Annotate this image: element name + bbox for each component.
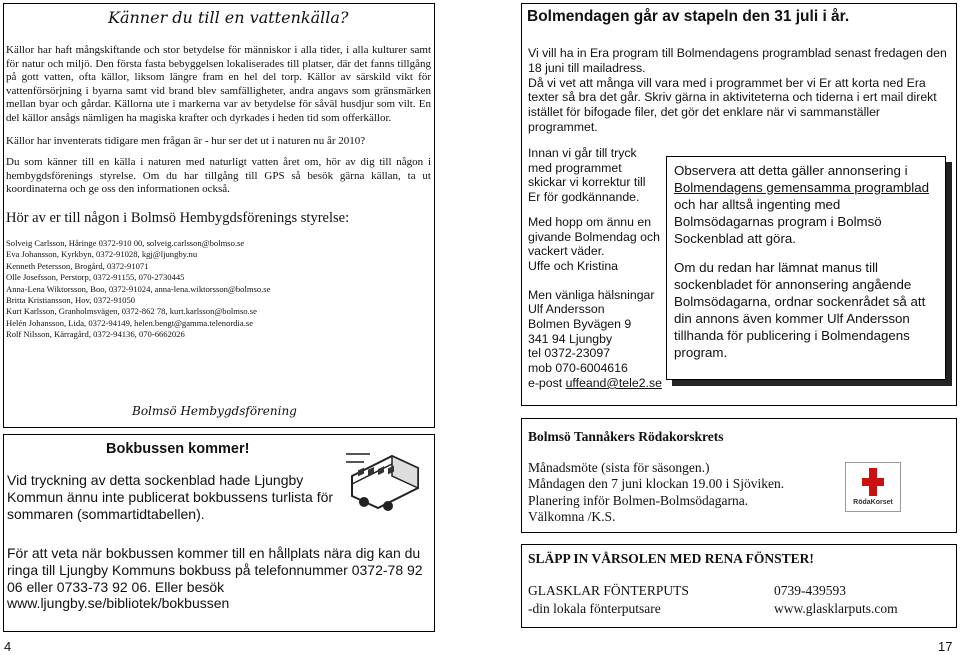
- contact-item: Rolf Nilsson, Kärragård, 0372-94136, 070-6662026: [6, 329, 185, 340]
- contact-address-2: 341 94 Ljungby: [528, 331, 613, 346]
- note-underlined-text: Bolmendagens gemensamma programblad: [674, 180, 929, 195]
- contact-mob: mob 070-6004616: [528, 361, 628, 376]
- article-paragraph-3: Du som känner till en källa i naturen med naturligt vatten året om, hör av dig till någon i hembygdsförenings styrelse. Om du har tillgång till GPS så besök gärna källan, ta ut koordinaterna och ge oss den informationen också.: [6, 156, 431, 196]
- contact-item: Britta Kristiansson, Hov, 0372-91050: [6, 294, 136, 305]
- contact-item: Kurt Karlsson, Granholmsvägen, 0372-862 78, kurt.karlsson@bolmso.se: [6, 306, 257, 317]
- bus-paragraph-1: Vid tryckning av detta sockenblad hade Ljungby Kommun ännu inte publicerat bokbussens turlista för sommaren (sommartidtabellen).: [7, 472, 334, 522]
- red-cross-body: [528, 460, 784, 525]
- red-cross-logo: [845, 462, 901, 512]
- signature: Bolmsö Hembygdsförening: [132, 404, 297, 418]
- article-paragraph-1: Källor har haft mångskiftande och stor betydelse för människor i alla tider, i alla kulturer samt för natur och miljö. Den första fasta bebyggelsen lokaliserades till platser, där det fanns tillgång på gott vatten, ofta källor, liksom längre fram en hel del torp. Källor av särskild vikt för vattenförsörjning i byarna samt vid brand blev samfälligheter, andra angavs som gränsmärken mellan byar och gårdar. Källorna ute i markerna var av betydelse för såväl husdjur som vilt. En del källor ansågs nämligen ha magiska krafter och dyrkades i heden tid som offerkällor.: [6, 44, 431, 124]
- contact-item: Anna-Lena Wiktorsson, Boo, 0372-91024, anna-lena.wiktorsson@bolmso.se: [6, 283, 271, 294]
- contact-address-1: Bolmen Byvägen 9: [528, 317, 632, 332]
- email-link[interactable]: uffeand@tele2.se: [565, 375, 662, 390]
- page-number-right: 17: [938, 639, 953, 654]
- contact-item: Solveig Carlsson, Håringe 0372-910 00, solveig.carlsson@bolmso.se: [6, 237, 245, 248]
- contact-list: [6, 238, 431, 341]
- contact-item: Helén Johansson, Lida, 0372-94149, helen.bengt@gamma.telenordia.se: [6, 317, 254, 328]
- company-website[interactable]: www.glasklarputs.com: [774, 601, 898, 616]
- company-tagline: -din lokala fönterputsare: [528, 601, 661, 616]
- note-paragraph-2: Om du redan har lämnat manus till sockenbladet för annonsering angående Bolmsödagarna, ordnar sockenrådet så att din annons även kommer Ulf Andersson tillhanda för publicering i Bolmendagens program.: [674, 260, 926, 360]
- school-bus-icon: [346, 446, 424, 516]
- article-paragraph-2: Källor har inventerats tidigare men frågan är - hur ser det ut i naturen nu år 2010?: [6, 134, 366, 147]
- greeting: Men vänliga hälsningar: [528, 287, 655, 302]
- bolmendagen-paragraph-1: Vi vill ha in Era program till Bolmendagens programblad senast fredagen den 18 juni till mailadress.: [528, 46, 947, 75]
- bus-title: Bokbussen kommer!: [106, 441, 250, 457]
- company-phone: 0739-439593: [774, 583, 846, 598]
- contact-tel: tel 0372-23097: [528, 346, 611, 361]
- note-paragraph-1: [674, 162, 940, 247]
- bolmendagen-side-column: [528, 146, 660, 391]
- company-name: GLASKLAR FÖNTERPUTS: [528, 583, 689, 598]
- page-number-left: 4: [4, 639, 12, 654]
- red-cross-line: Planering inför Bolmen-Bolmsödagarna.: [528, 492, 749, 508]
- side-paragraph-3: Uffe och Kristina: [528, 258, 618, 273]
- note-text: Observera att detta gäller annonsering i: [674, 163, 908, 178]
- side-paragraph-2: Med hopp om ännu en givande Bolmendag och vackert väder.: [528, 214, 660, 259]
- red-cross-line: Månadsmöte (sista för säsongen.): [528, 460, 710, 475]
- note-body: [674, 162, 940, 361]
- bolmendagen-paragraph-2: Då vi vet att många vill vara med i programmet ber vi Er att korta ned Era texter så bra det går. Skriv gärna in aktiviteterna och tiderna i ert mail direkt istället för bifogade filer, det gör det enklare när vi sammanställer programmet.: [528, 75, 937, 134]
- bolmendagen-title: Bolmendagen går av stapeln den 31 juli i år.: [527, 8, 850, 25]
- red-cross-title: Bolmsö Tannåkers Rödakorskrets: [528, 429, 724, 444]
- contact-item: Olle Josefsson, Perstorp, 0372-91155, 070-2730445: [6, 272, 185, 283]
- red-cross-line: Välkomna /K.S.: [528, 508, 616, 524]
- bus-paragraph-2: För att veta när bokbussen kommer till en hållplats nära dig kan du ringa till Ljungby Kommuns bokbuss på telefonnummer 0372-78 92 06 eller 0733-73 92 06. Eller besök www.ljungby.se/bibliotek/bokbussen: [7, 545, 423, 612]
- note-text: och har alltså ingenting med Bolmsödagarnas program i Bolmsö Sockenblad att göra.: [674, 197, 882, 246]
- article-body: [6, 44, 431, 341]
- contact-item: Eva Johansson, Kyrkbyn, 0372-91028, kgj@ljungby.nu: [6, 249, 198, 260]
- contact-heading: Hör av er till någon i Bolmsö Hembygdsförenings styrelse:: [6, 209, 350, 226]
- bolmendagen-body: [528, 46, 953, 135]
- side-paragraph-1: Innan vi går till tryck med programmet skickar vi korrektur till Er för godkännande.: [528, 146, 646, 205]
- article-heading: Känner du till en vattenkälla?: [108, 8, 349, 27]
- red-cross-logo-text: RödaKorset: [853, 499, 893, 506]
- red-cross-line: Måndagen den 7 juni klockan 19.00 i Sjöviken.: [528, 476, 785, 492]
- contact-email-line: [528, 376, 660, 391]
- email-label: e-post: [528, 375, 566, 390]
- contact-item: Kenneth Petersson, Brogård, 0372-91071: [6, 260, 149, 271]
- red-cross-icon: [862, 468, 884, 496]
- contact-name: Ulf Andersson: [528, 302, 605, 317]
- window-ad-title: SLÄPP IN VÅRSOLEN MED RENA FÖNSTER!: [528, 551, 814, 566]
